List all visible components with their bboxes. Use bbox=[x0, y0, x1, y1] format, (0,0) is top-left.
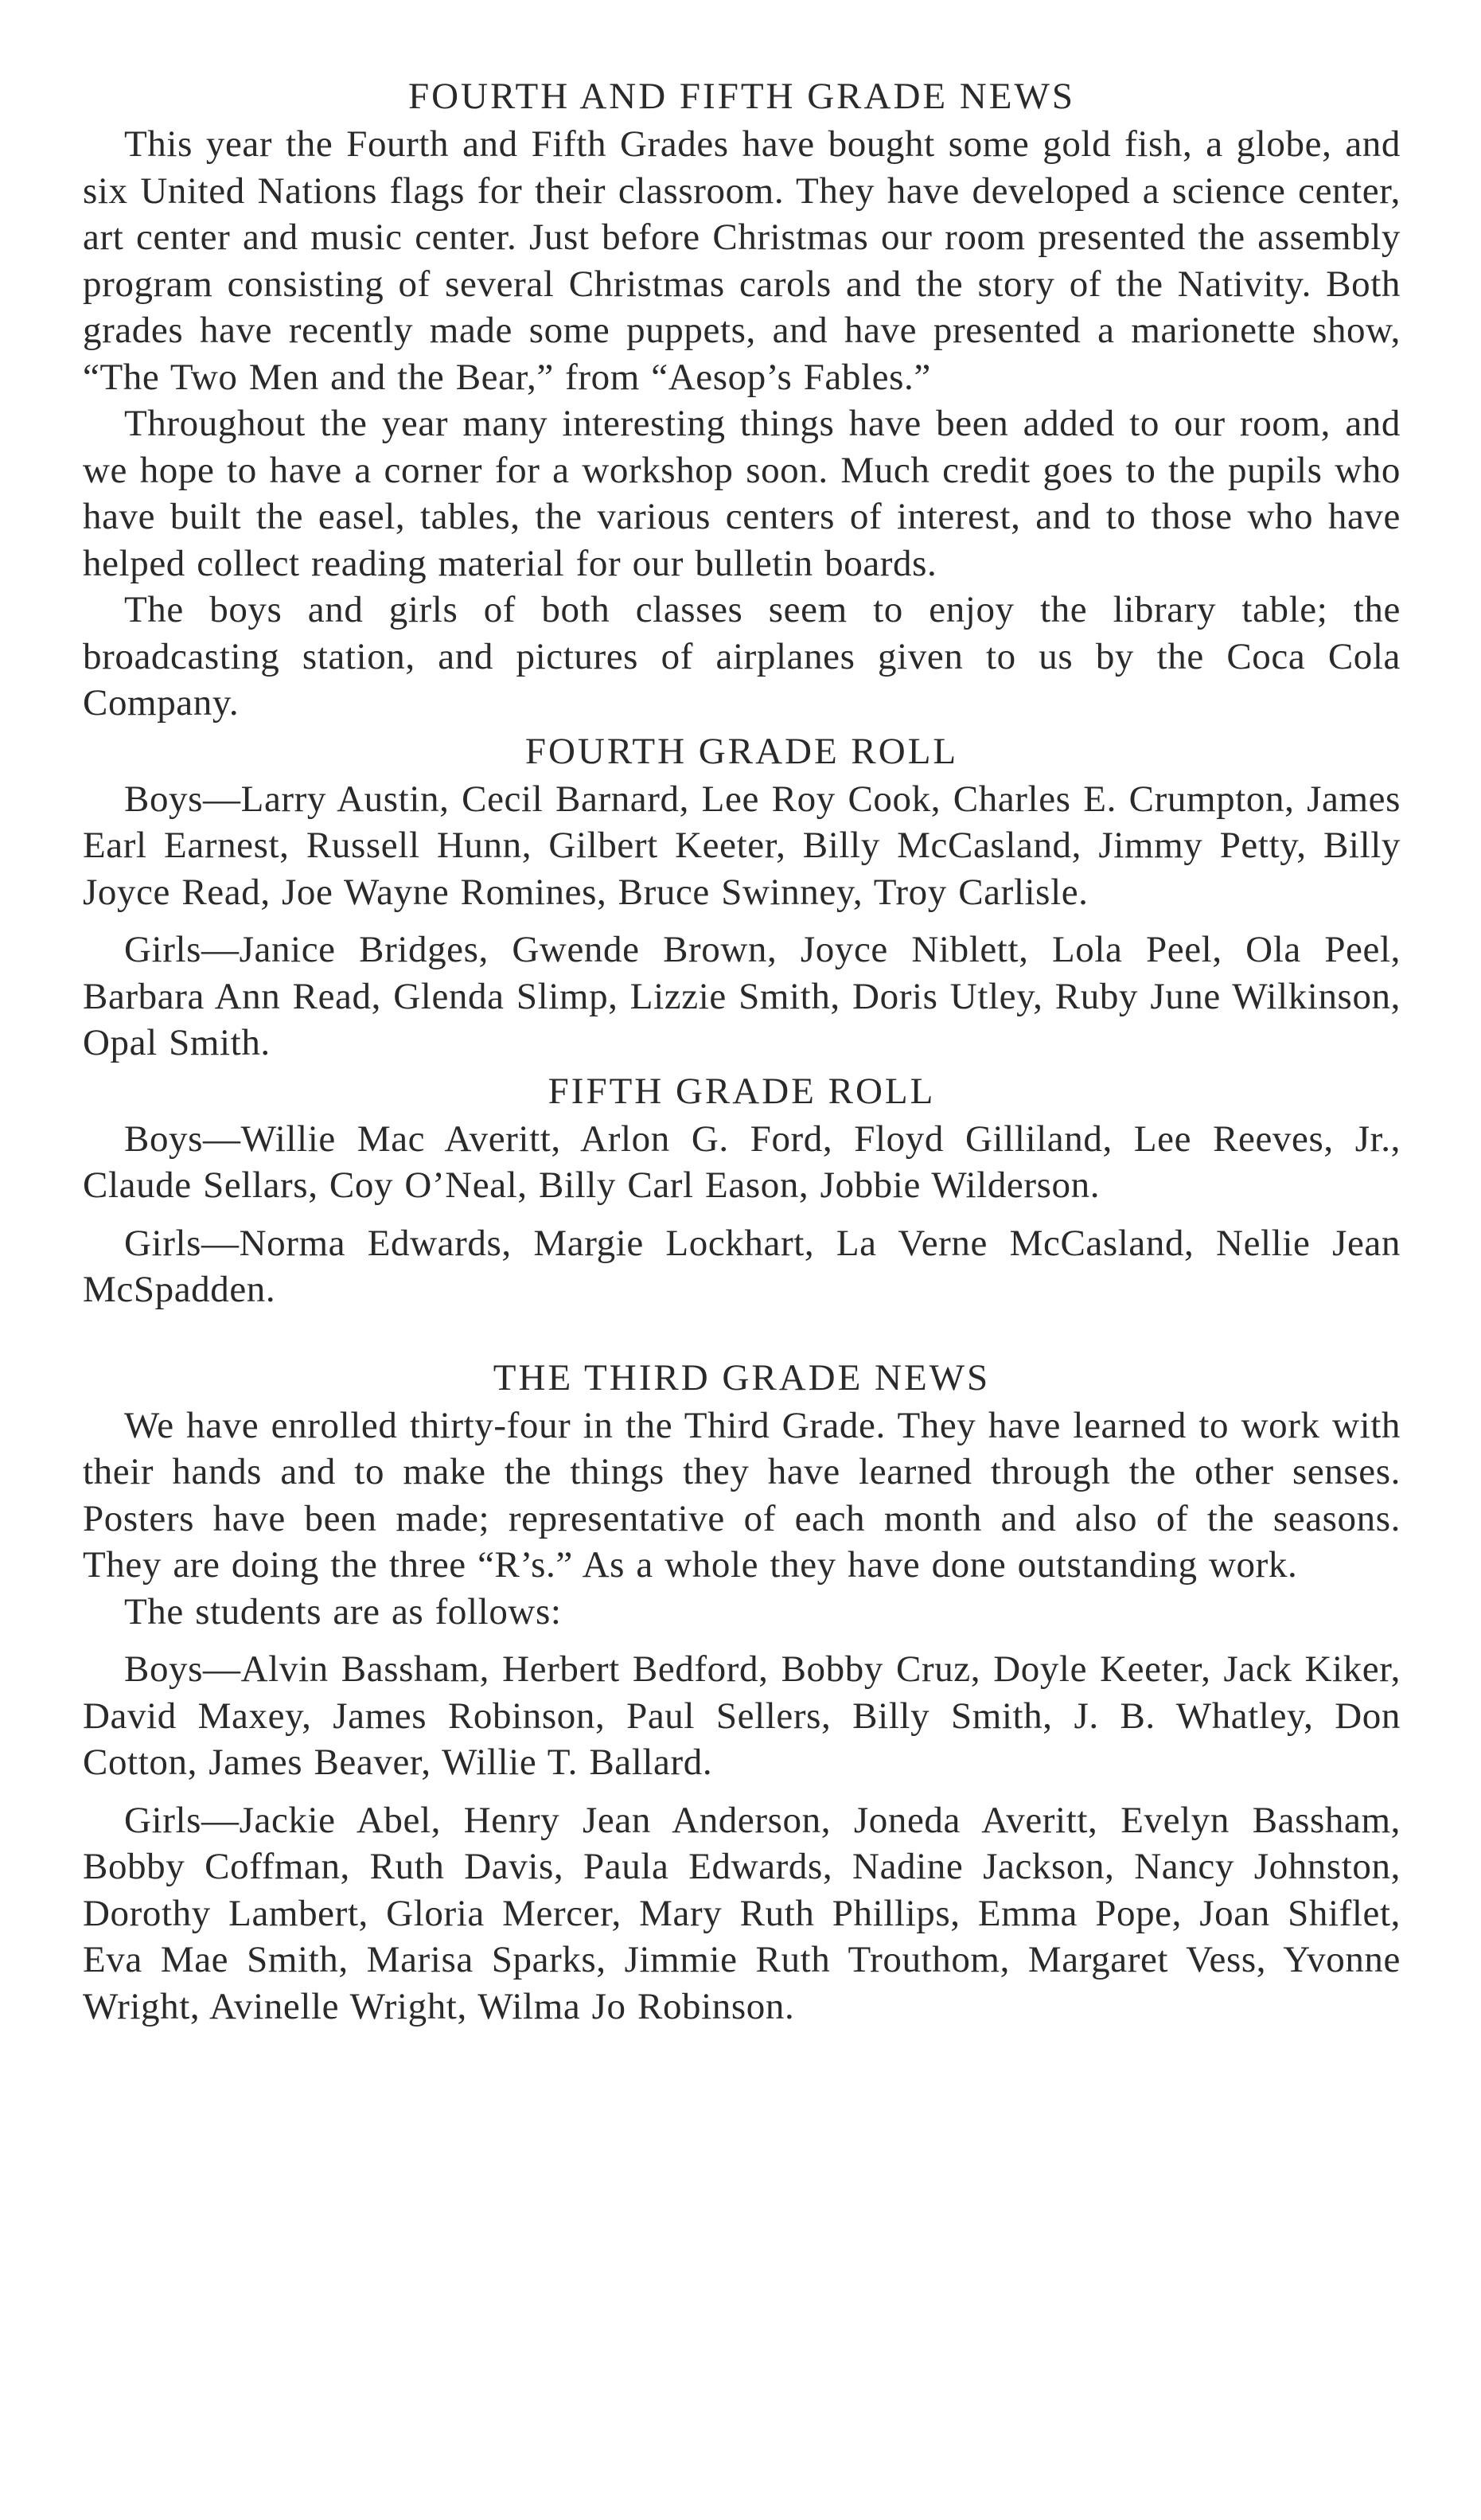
fifth-grade-boys-list: Boys—Willie Mac Averitt, Arlon G. Ford, Floyd Gilliland, Lee Reeves, Jr., Claude Sellars, Coy O’Neal, Billy Carl Eason, Jobbie Wilderson. bbox=[83, 1118, 1401, 1206]
fourth-fifth-grade-news-heading: FOURTH AND FIFTH GRADE NEWS bbox=[407, 76, 1076, 117]
third-grade-paragraph: We have enrolled thirty-four in the Third Grade. They have learned to work with their hands and to make the things they have learned through the other senses. Posters have been made; representative of each month and also of the seasons. They are doing the three “R’s.” As a whole they have done outstanding work. bbox=[83, 1404, 1401, 1586]
fourth-fifth-paragraph-2: Throughout the year many interesting things have been added to our room, and we hope to have a corner for a workshop soon. Much credit goes to the pupils who have built the easel, tables, the various centers of interest, and to those who have helped collect reading material for our bulletin boards. bbox=[83, 403, 1401, 584]
fourth-grade-roll-heading: FOURTH GRADE ROLL bbox=[524, 730, 959, 772]
third-grade-news-heading: THE THIRD GRADE NEWS bbox=[493, 1356, 991, 1398]
document-page bbox=[83, 72, 1401, 2030]
third-grade-boys-list: Boys—Alvin Bassham, Herbert Bedford, Bobby Cruz, Doyle Keeter, Jack Kiker, David Maxey, James Robinson, Paul Sellers, Billy Smith, J. B. Whatley, Don Cotton, James Beaver, Willie T. Ballard. bbox=[83, 1648, 1401, 1783]
third-grade-students-intro: The students are as follows: bbox=[124, 1590, 562, 1633]
fifth-grade-girls-list: Girls—Norma Edwards, Margie Lockhart, La Verne McCasland, Nellie Jean McSpadden. bbox=[83, 1222, 1401, 1310]
fourth-grade-boys-list: Boys—Larry Austin, Cecil Barnard, Lee Roy Cook, Charles E. Crumpton, James Earl Earnest, Russell Hunn, Gilbert Keeter, Billy McCasland, Jimmy Petty, Billy Joyce Read, Joe Wayne Romines, Bruce Swinney, Troy Carlisle. bbox=[83, 778, 1401, 913]
fifth-grade-roll-heading: FIFTH GRADE ROLL bbox=[548, 1070, 936, 1112]
fourth-grade-girls-list: Girls—Janice Bridges, Gwende Brown, Joyce Niblett, Lola Peel, Ola Peel, Barbara Ann Read, Glenda Slimp, Lizzie Smith, Doris Utley, Ruby June Wilkinson, Opal Smith. bbox=[83, 929, 1401, 1063]
third-grade-girls-list: Girls—Jackie Abel, Henry Jean Anderson, Joneda Averitt, Evelyn Bassham, Bobby Coffman, Ruth Davis, Paula Edwards, Nadine Jackson, Nancy Johnston, Dorothy Lambert, Gloria Mercer, Mary Ruth Phillips, Emma Pope, Joan Shiflet, Eva Mae Smith, Marisa Sparks, Jimmie Ruth Trouthom, Margaret Vess, Yvonne Wright, Avinelle Wright, Wilma Jo Robinson. bbox=[83, 1799, 1401, 2027]
fourth-fifth-paragraph-1: This year the Fourth and Fifth Grades have bought some gold fish, a globe, and six United Nations flags for their classroom. They have developed a science center, art center and music center. Just before Christmas our room presented the assembly program consisting of several Christmas carols and the story of the Nativity. Both grades have recently made some puppets, and have presented a marionette show, “The Two Men and the Bear,” from “Aesop’s Fables.” bbox=[83, 123, 1401, 398]
fourth-fifth-paragraph-3: The boys and girls of both classes seem to enjoy the library table; the broadcasting station, and pictures of airplanes given to us by the Coca Cola Company. bbox=[83, 589, 1401, 724]
